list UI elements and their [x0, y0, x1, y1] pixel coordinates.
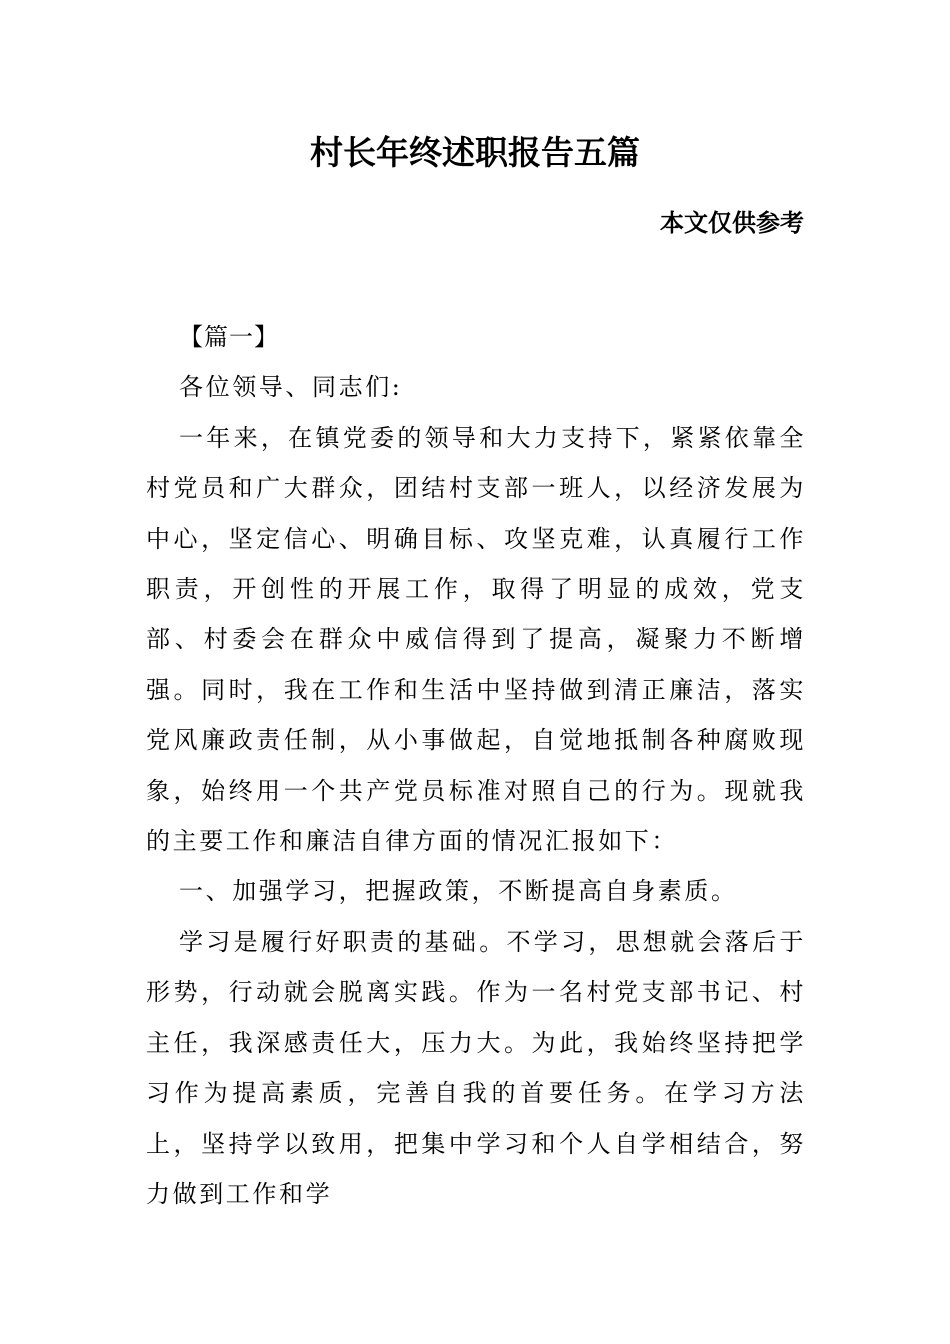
document-subtitle: 本文仅供参考 — [660, 208, 804, 237]
body-paragraph: 一年来，在镇党委的领导和大力支持下，紧紧依靠全村党员和广大群众，团结村支部一班人，以经济发展为中心，坚定信心、明确目标、攻坚克难，认真履行工作职责，开创性的开展工作，取得了明显的成效，党支部、村委会在群众中威信得到了提高，凝聚力不断增强。同时，我在工作和生活中坚持做到清正廉洁，落实党风廉政责任制，从小事做起，自觉地抵制各种腐败现象，始终用一个共产党员标准对照自己的行为。现就我的主要工作和廉洁自律方面的情况汇报如下： — [146, 423, 806, 856]
section-heading: 【篇一】 — [179, 323, 279, 351]
document-body — [146, 312, 806, 1219]
body-paragraph: 学习是履行好职责的基础。不学习，思想就会落后于形势，行动就会脱离实践。作为一名村党支部书记、村主任，我深感责任大，压力大。为此，我始终坚持把学习作为提高素质，完善自我的首要任务。在学习方法上，坚持学以致用，把集中学习和个人自学相结合，努力做到工作和学 — [146, 927, 806, 1208]
salutation: 各位领导、同志们: — [179, 373, 403, 402]
document-title: 村长年终述职报告五篇 — [310, 133, 640, 172]
subheading: 一、加强学习，把握政策，不断提高自身素质。 — [179, 877, 738, 906]
